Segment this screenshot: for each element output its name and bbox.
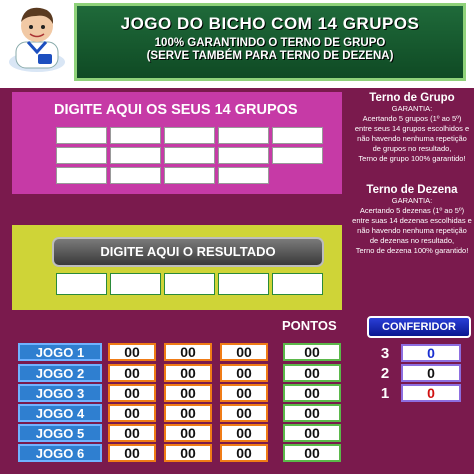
- group-input[interactable]: [56, 167, 107, 184]
- terno-dezena-title: Terno de Dezena: [366, 184, 458, 196]
- jogo-pontos: 00: [283, 384, 341, 402]
- terno-grupo-info: [352, 92, 472, 164]
- jogo-number[interactable]: 00: [108, 424, 156, 442]
- terno-grupo-garantia: GARANTIA:: [391, 104, 433, 113]
- group-input[interactable]: [56, 127, 107, 144]
- group-input[interactable]: [56, 147, 107, 164]
- terno-grupo-line: Acertando 5 grupos (1º ao 5º): [362, 114, 462, 123]
- jogo-pontos: 00: [283, 424, 341, 442]
- terno-dezena-info: [352, 184, 472, 256]
- banner-title: JOGO DO BICHO COM 14 GRUPOS: [120, 14, 420, 33]
- jogo-number[interactable]: 00: [220, 364, 268, 382]
- jogo-pontos: 00: [283, 444, 341, 462]
- result-header: DIGITE AQUI O RESULTADO: [52, 237, 324, 267]
- jogo-number[interactable]: 00: [220, 424, 268, 442]
- jogo-number[interactable]: 00: [220, 404, 268, 422]
- group-input[interactable]: [218, 147, 269, 164]
- jogo-label: JOGO 1: [18, 343, 102, 361]
- mascot-logo: [4, 2, 70, 72]
- jogo-number[interactable]: 00: [108, 364, 156, 382]
- jogo-pontos: 00: [283, 343, 341, 361]
- group-input[interactable]: [218, 167, 269, 184]
- group-input[interactable]: [272, 147, 323, 164]
- jogo-pontos: 00: [283, 404, 341, 422]
- jogo-number[interactable]: 00: [220, 384, 268, 402]
- jogo-number[interactable]: 00: [164, 343, 212, 361]
- group-input[interactable]: [110, 147, 161, 164]
- jogo-label: JOGO 3: [18, 384, 102, 402]
- jogo-label: JOGO 5: [18, 424, 102, 442]
- jogo-number[interactable]: 00: [220, 444, 268, 462]
- terno-dezena-line: Acertando 5 dezenas (1º ao 5º): [359, 206, 465, 215]
- conferidor-hits-label: 1: [380, 385, 390, 402]
- conferidor-count: 0: [401, 384, 461, 402]
- group-input[interactable]: [164, 147, 215, 164]
- terno-dezena-line: entre suas 14 dezenas escolhidas e: [352, 216, 472, 225]
- pontos-label: PONTOS: [282, 318, 337, 333]
- group-input[interactable]: [164, 167, 215, 184]
- jogo-number[interactable]: 00: [164, 444, 212, 462]
- jogo-number[interactable]: 00: [220, 343, 268, 361]
- group-input[interactable]: [164, 127, 215, 144]
- terno-grupo-line: não havendo nenhuma repetição: [357, 134, 467, 143]
- jogo-number[interactable]: 00: [164, 364, 212, 382]
- result-input[interactable]: [272, 273, 323, 295]
- conferidor-count: 0: [401, 364, 461, 382]
- banner-note: (SERVE TAMBÉM PARA TERNO DE DEZENA): [146, 50, 394, 62]
- result-input[interactable]: [56, 273, 107, 295]
- conferidor-hits-label: 2: [380, 365, 390, 382]
- terno-grupo-line: Terno de grupo 100% garantido!: [358, 154, 466, 163]
- jogo-number[interactable]: 00: [164, 404, 212, 422]
- jogo-number[interactable]: 00: [108, 343, 156, 361]
- jogo-pontos: 00: [283, 364, 341, 382]
- group-input[interactable]: [218, 127, 269, 144]
- jogo-number[interactable]: 00: [164, 424, 212, 442]
- group-input[interactable]: [272, 127, 323, 144]
- groups-title: DIGITE AQUI OS SEUS 14 GRUPOS: [54, 102, 298, 118]
- conferidor-hits-label: 3: [380, 345, 390, 362]
- terno-grupo-title: Terno de Grupo: [369, 92, 455, 104]
- terno-dezena-line: de dezenas no resultado,: [369, 236, 455, 245]
- result-input[interactable]: [164, 273, 215, 295]
- title-banner: [74, 3, 466, 81]
- conferidor-count: 0: [401, 344, 461, 362]
- jogo-label: JOGO 6: [18, 444, 102, 462]
- jogo-number[interactable]: 00: [108, 404, 156, 422]
- jogo-label: JOGO 4: [18, 404, 102, 422]
- terno-grupo-line: de grupos no resultado,: [372, 144, 452, 153]
- group-input[interactable]: [110, 167, 161, 184]
- jogo-number[interactable]: 00: [108, 444, 156, 462]
- banner-subtitle: 100% GARANTINDO O TERNO DE GRUPO: [154, 37, 386, 49]
- jogo-number[interactable]: 00: [108, 384, 156, 402]
- terno-dezena-line: não havendo nenhuma repetição: [357, 226, 467, 235]
- group-input[interactable]: [110, 127, 161, 144]
- terno-dezena-garantia: GARANTIA:: [391, 196, 433, 205]
- jogo-number[interactable]: 00: [164, 384, 212, 402]
- result-input[interactable]: [218, 273, 269, 295]
- jogo-label: JOGO 2: [18, 364, 102, 382]
- terno-dezena-line: Terno de dezena 100% garantido!: [355, 246, 469, 255]
- terno-grupo-line: entre seus 14 grupos escolhidos e: [354, 124, 470, 133]
- conferidor-button[interactable]: CONFERIDOR: [367, 316, 471, 338]
- result-input[interactable]: [110, 273, 161, 295]
